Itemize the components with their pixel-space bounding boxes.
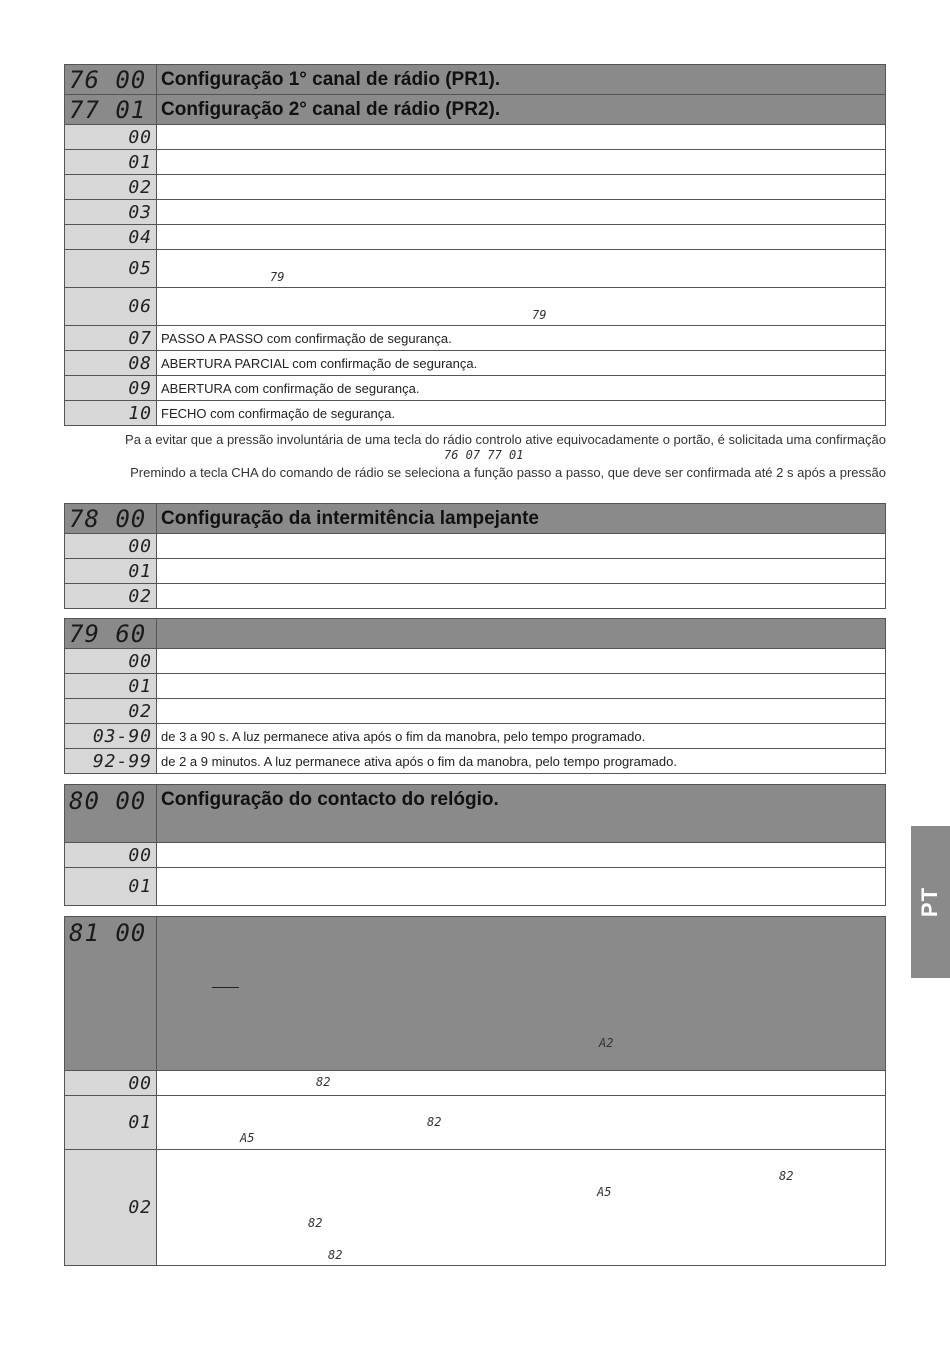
option-row — [65, 351, 886, 376]
inline-code: A5 — [597, 1185, 612, 1199]
option-code: 00 — [65, 125, 157, 150]
option-row — [65, 749, 886, 774]
option-desc — [157, 250, 886, 288]
option-row — [65, 584, 886, 609]
option-row — [65, 125, 886, 150]
overline-mark — [212, 987, 239, 988]
option-row — [65, 1096, 886, 1150]
option-code: 03-90 — [65, 724, 157, 749]
inline-code: 82 — [316, 1075, 331, 1089]
inline-code: 79 — [532, 308, 547, 322]
option-code: 01 — [65, 1096, 157, 1150]
option-row — [65, 649, 886, 674]
option-code: 01 — [65, 868, 157, 906]
param-title — [157, 619, 886, 649]
option-row — [65, 401, 886, 426]
option-code: 02 — [65, 1150, 157, 1266]
inline-code: 82 — [779, 1169, 794, 1183]
option-row — [65, 250, 886, 288]
param-header-row — [65, 95, 886, 125]
option-row — [65, 699, 886, 724]
option-desc: PASSO A PASSO com confirmação de segurança. — [157, 326, 886, 351]
language-tab-label: PT — [917, 886, 943, 918]
option-row — [65, 288, 886, 326]
option-desc — [157, 1071, 886, 1096]
option-desc — [157, 534, 886, 559]
option-code: 02 — [65, 584, 157, 609]
param-header-row — [65, 619, 886, 649]
option-desc — [157, 225, 886, 250]
option-code: 02 — [65, 699, 157, 724]
param-81-table — [64, 916, 886, 1266]
option-desc — [157, 559, 886, 584]
option-desc — [157, 674, 886, 699]
option-code: 92-99 — [65, 749, 157, 774]
param-header-row — [65, 504, 886, 534]
inline-code: A5 — [240, 1131, 255, 1145]
option-code: 10 — [65, 401, 157, 426]
param-code: 78 00 — [65, 504, 157, 534]
option-desc — [157, 1096, 886, 1150]
param-title — [157, 917, 886, 1071]
note-text: Pa a evitar que a pressão involuntária de uma tecla do rádio controlo ative equivocadamente o portão, é solicitada uma confirmação — [125, 432, 886, 447]
option-desc — [157, 175, 886, 200]
inline-code: A2 — [599, 1036, 614, 1050]
option-desc — [157, 125, 886, 150]
option-code: 01 — [65, 150, 157, 175]
option-row — [65, 200, 886, 225]
option-desc: ABERTURA com confirmação de segurança. — [157, 376, 886, 401]
param-header-row — [65, 917, 886, 1071]
option-row — [65, 843, 886, 868]
flashing-light-table — [64, 503, 886, 609]
option-row — [65, 559, 886, 584]
option-row — [65, 674, 886, 699]
option-row — [65, 534, 886, 559]
option-desc — [157, 1150, 886, 1266]
option-desc — [157, 200, 886, 225]
option-desc — [157, 843, 886, 868]
option-desc — [157, 150, 886, 175]
inline-code: 82 — [328, 1248, 343, 1262]
param-title: Configuração da intermitência lampejante — [157, 504, 886, 534]
inline-code: 76 07 77 01 — [444, 448, 524, 462]
option-row — [65, 326, 886, 351]
option-row — [65, 1071, 886, 1096]
option-code: 00 — [65, 1071, 157, 1096]
option-row — [65, 225, 886, 250]
option-desc: FECHO com confirmação de segurança. — [157, 401, 886, 426]
param-code: 81 00 — [65, 917, 157, 1071]
option-code: 09 — [65, 376, 157, 401]
option-code: 00 — [65, 534, 157, 559]
option-code: 07 — [65, 326, 157, 351]
option-desc: de 3 a 90 s. A luz permanece ativa após o fim da manobra, pelo tempo programado. — [157, 724, 886, 749]
param-code: 80 00 — [65, 785, 157, 843]
inline-code: 82 — [427, 1115, 442, 1129]
clock-contact-table — [64, 784, 886, 906]
option-row — [65, 175, 886, 200]
param-code: 77 01 — [65, 95, 157, 125]
param-header-row — [65, 65, 886, 95]
param-title: Configuração do contacto do relógio. — [157, 785, 886, 843]
option-code: 01 — [65, 559, 157, 584]
param-header-row — [65, 785, 886, 843]
param-title: Configuração 1° canal de rádio (PR1). — [157, 65, 886, 95]
note-text: Premindo a tecla CHA do comando de rádio se seleciona a função passo a passo, que deve ser confirmada até 2 s após a pressão — [130, 465, 886, 480]
option-row — [65, 868, 886, 906]
option-row — [65, 150, 886, 175]
radio-channel-table — [64, 64, 886, 426]
option-desc — [157, 288, 886, 326]
option-code: 00 — [65, 843, 157, 868]
option-code: 04 — [65, 225, 157, 250]
option-code: 08 — [65, 351, 157, 376]
courtesy-light-table — [64, 618, 886, 774]
inline-code: 82 — [308, 1216, 323, 1230]
option-code: 06 — [65, 288, 157, 326]
option-row — [65, 1150, 886, 1266]
option-desc — [157, 584, 886, 609]
option-desc: de 2 a 9 minutos. A luz permanece ativa após o fim da manobra, pelo tempo programado. — [157, 749, 886, 774]
param-code: 76 00 — [65, 65, 157, 95]
option-desc — [157, 868, 886, 906]
option-row — [65, 376, 886, 401]
language-tab — [911, 826, 950, 978]
option-desc — [157, 699, 886, 724]
option-code: 01 — [65, 674, 157, 699]
option-row — [65, 724, 886, 749]
option-code: 03 — [65, 200, 157, 225]
option-desc — [157, 649, 886, 674]
param-title: Configuração 2° canal de rádio (PR2). — [157, 95, 886, 125]
inline-code: 79 — [270, 270, 285, 284]
option-code: 00 — [65, 649, 157, 674]
option-code: 02 — [65, 175, 157, 200]
option-desc: ABERTURA PARCIAL com confirmação de segurança. — [157, 351, 886, 376]
option-code: 05 — [65, 250, 157, 288]
param-code: 79 60 — [65, 619, 157, 649]
